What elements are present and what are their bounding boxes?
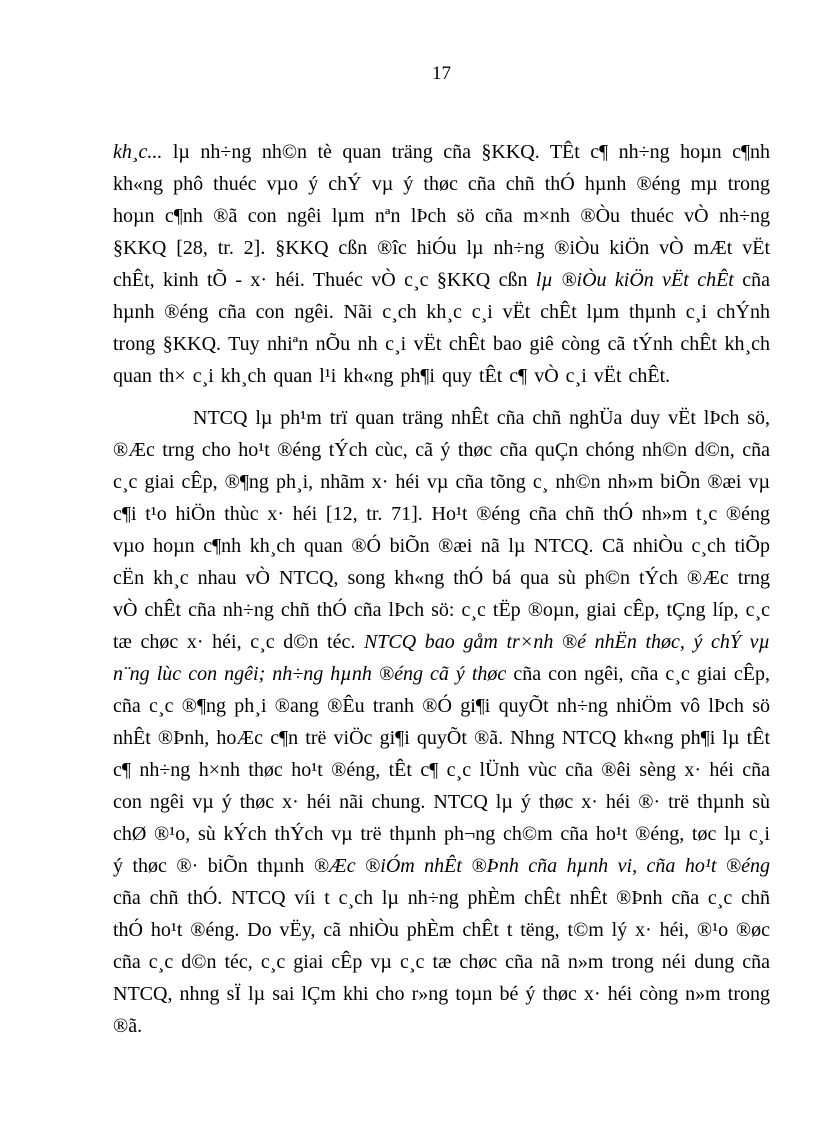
text-run-italic: kh¸c...	[113, 141, 173, 163]
text-run-italic: ®Æc ®iÓm nhÊt ®Þnh cña hµnh vi, cña ho¹t ®éng	[313, 855, 770, 877]
text-run-italic: lµ ®iÒu kiÖn vËt chÊt	[535, 269, 734, 291]
text-run: cña chñ thÓ. NTCQ víi t c¸ch lµ nh÷ng phÈm chÊt nhÊt ®Þnh cña c¸c chñ thÓ ho¹t ®éng. Do vËy, cã nhiÒu phÈm chÊt t tëng, t©m lý x· héi, ®¹o ®øc cña c¸c d©n téc, c¸c giai cÊp vµ c¸c tæ chøc cña nã n»m trong néi dung cña NTCQ, nhng sÏ lµ sai lÇm khi cho r»ng toµn bé ý thøc x· héi còng n»m trong ®ã.	[113, 887, 770, 1037]
text-run: cña hµnh ®éng cña con ngêi. Nãi c¸ch kh¸c c¸i vËt chÊt lµm thµnh c¸i chÝnh trong §KKQ. Tuy nhiªn nÕu nh c¸i vËt chÊt bao giê còng cã tÝnh chÊt kh¸ch quan th× c¸i kh¸ch quan l¹i kh«ng ph¶i quy tÊt c¶ vÒ c¸i vËt chÊt.	[113, 269, 770, 387]
document-body	[113, 136, 770, 1042]
text-run: NTCQ lµ ph¹m trï quan träng nhÊt cña chñ nghÜa duy vËt lÞch sö, ®Æc trng cho ho¹t ®éng tÝch cùc, cã ý thøc cña quÇn chóng nh©n d©n, cña c¸c giai cÊp, ®¶ng ph¸i, nhãm x· héi vµ cña tõng c¸ nh©n nh»m biÕn ®æi vµ c¶i t¹o hiÖn thùc x· héi [12, tr. 71]. Ho¹t ®éng cña chñ thÓ nh»m t¸c ®éng vµo hoµn c¶nh kh¸ch quan ®Ó biÕn ®æi nã lµ NTCQ. Cã nhiÒu c¸ch tiÕp cËn kh¸c nhau vÒ NTCQ, song kh«ng thÓ bá qua sù ph©n tÝch ®Æc trng vÒ chÊt cña nh÷ng chñ thÓ cña lÞch sö: c¸c tËp ®oµn, giai cÊp, tÇng líp, c¸c tæ chøc x· héi, c¸c d©n téc.	[113, 407, 770, 653]
page-number: 17	[432, 63, 451, 84]
paragraph	[113, 136, 770, 392]
paragraph	[113, 402, 770, 1042]
text-run-italic: NTCQ bao gåm tr×nh ®é nhËn thøc, ý chÝ vµ n¨ng lùc con ngêi; nh÷ng hµnh ®éng cã ý thøc	[113, 631, 770, 685]
text-run: cña con ngêi, cña c¸c giai cÊp, cña c¸c ®¶ng ph¸i ®ang ®Êu tranh ®Ó gi¶i quyÕt nh÷ng nhiÖm vô lÞch sö nhÊt ®Þnh, hoÆc c¶n trë viÖc gi¶i quyÕt ®ã. Nhng NTCQ kh«ng ph¶i lµ tÊt c¶ nh÷ng h×nh thøc ho¹t ®éng, tÊt c¶ c¸c lÜnh vùc cña ®êi sèng x· héi cña con ngêi vµ ý thøc x· héi nãi chung. NTCQ lµ ý thøc x· héi ®· trë thµnh sù chØ ®¹o, sù kÝch thÝch vµ trë thµnh ph¬ng ch©m cña ho¹t ®éng, tøc lµ c¸i ý thøc ®· biÕn thµnh	[113, 663, 770, 877]
text-run: lµ nh÷ng nh©n tè quan träng cña §KKQ. TÊt c¶ nh÷ng hoµn c¶nh kh«ng phô thuéc vµo ý chÝ vµ ý thøc cña chñ thÓ hµnh ®éng mµ trong hoµn c¶nh ®ã con ngêi lµm nªn lÞch sö cña m×nh ®Òu thuéc vÒ nh÷ng §KKQ [28, tr. 2]. §KKQ cßn ®îc hiÓu lµ nh÷ng ®iÒu kiÖn vÒ mÆt vËt chÊt, kinh tÕ - x· héi. Thuéc vÒ c¸c §KKQ cßn	[113, 141, 771, 291]
